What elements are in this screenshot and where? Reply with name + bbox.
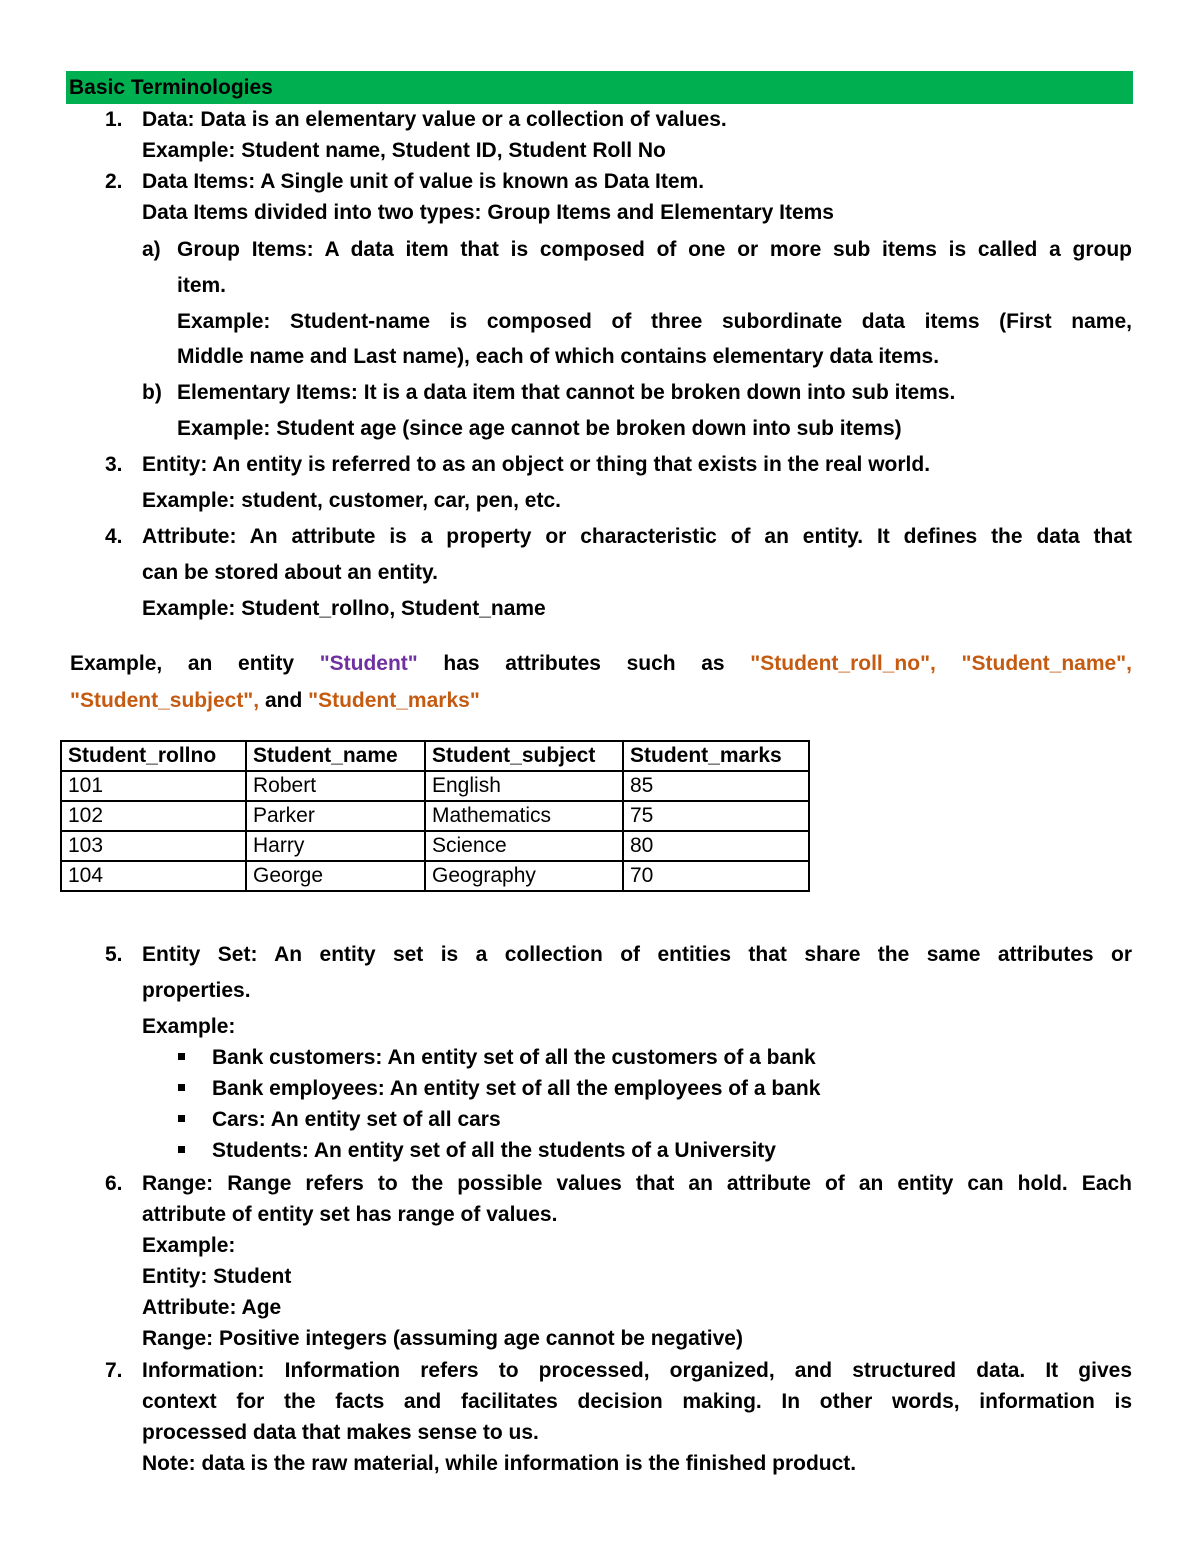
item-5-number: 5. — [105, 943, 123, 966]
table-cell: 102 — [61, 801, 246, 831]
table-header-cell: Student_subject — [425, 741, 623, 771]
example-paragraph-line-1 — [70, 651, 1132, 677]
attribute-name-subject: "Student_subject", — [70, 689, 260, 712]
item-4-line-1: Attribute: An attribute is a property or characteristic of an entity. It defines the data that — [142, 525, 1132, 548]
item-2a-line-2: item. — [177, 274, 227, 297]
item-4-line-3: Example: Student_rollno, Student_name — [142, 597, 546, 620]
table-header-cell: Student_marks — [623, 741, 809, 771]
item-2b-line-1: Elementary Items: It is a data item that cannot be broken down into sub items. — [177, 381, 956, 404]
table-cell: 70 — [623, 861, 809, 891]
attribute-name-marks: "Student_marks" — [308, 689, 480, 712]
item-1-line-2: Example: Student name, Student ID, Student Roll No — [142, 139, 666, 162]
item-3-line-2: Example: student, customer, car, pen, etc. — [142, 489, 561, 512]
example-text-2: has attributes such as — [443, 652, 725, 675]
item-6-line-2: attribute of entity set has range of values. — [142, 1203, 558, 1226]
item-3-line-1: Entity: An entity is referred to as an object or thing that exists in the real world. — [142, 453, 931, 476]
item-2b-line-2: Example: Student age (since age cannot be broken down into sub items) — [177, 417, 902, 440]
item-7-number: 7. — [105, 1359, 123, 1382]
item-4-line-2: can be stored about an entity. — [142, 561, 438, 584]
table-cell: 80 — [623, 831, 809, 861]
item-2a-line-3: Example: Student-name is composed of three subordinate data items (First name, — [177, 310, 1132, 333]
item-6-line-3: Example: — [142, 1234, 236, 1257]
table-cell: 104 — [61, 861, 246, 891]
table-header-row — [61, 741, 809, 771]
item-6-line-1: Range: Range refers to the possible values that an attribute of an entity can hold. Each — [142, 1172, 1132, 1195]
item-7-line-2: context for the facts and facilitates decision making. In other words, information is — [142, 1390, 1132, 1413]
item-5-line-2: properties. — [142, 979, 251, 1002]
table-cell: Geography — [425, 861, 623, 891]
item-2-line-1: Data Items: A Single unit of value is known as Data Item. — [142, 170, 705, 193]
table-row — [61, 771, 809, 801]
table-cell: English — [425, 771, 623, 801]
attribute-name-rollno: "Student_roll_no", — [750, 652, 936, 675]
example-text-1: Example, an entity — [70, 652, 295, 675]
item-7-line-3: processed data that makes sense to us. — [142, 1421, 539, 1444]
example-paragraph-line-2 — [70, 688, 480, 714]
table-cell: 103 — [61, 831, 246, 861]
item-6-line-6: Range: Positive integers (assuming age cannot be negative) — [142, 1327, 743, 1350]
item-5-line-1: Entity Set: An entity set is a collection of entities that share the same attributes or — [142, 943, 1132, 966]
section-heading: Basic Terminologies — [66, 71, 1133, 104]
table-cell: 85 — [623, 771, 809, 801]
item-2a-line-4: Middle name and Last name), each of which contains elementary data items. — [177, 345, 940, 368]
list-item: Cars: An entity set of all cars — [212, 1108, 501, 1131]
bullet-square-icon — [178, 1146, 185, 1153]
item-1-number: 1. — [105, 108, 123, 131]
item-2b-label: b) — [142, 381, 162, 404]
item-7-line-1: Information: Information refers to processed, organized, and structured data. It gives — [142, 1359, 1132, 1382]
item-4-number: 4. — [105, 525, 123, 548]
table-cell: Harry — [246, 831, 425, 861]
table-header-cell: Student_name — [246, 741, 425, 771]
table-cell: Mathematics — [425, 801, 623, 831]
table-cell: Robert — [246, 771, 425, 801]
item-2-number: 2. — [105, 170, 123, 193]
item-1-line-1: Data: Data is an elementary value or a collection of values. — [142, 108, 727, 131]
table-row — [61, 861, 809, 891]
item-7-line-4: Note: data is the raw material, while information is the finished product. — [142, 1452, 857, 1475]
table-row — [61, 831, 809, 861]
bullet-square-icon — [178, 1053, 185, 1060]
item-3-number: 3. — [105, 453, 123, 476]
item-6-number: 6. — [105, 1172, 123, 1195]
list-item: Bank customers: An entity set of all the customers of a bank — [212, 1046, 816, 1069]
item-2-line-2: Data Items divided into two types: Group Items and Elementary Items — [142, 201, 834, 224]
table-cell: Parker — [246, 801, 425, 831]
table-cell: George — [246, 861, 425, 891]
table-cell: Science — [425, 831, 623, 861]
bullet-square-icon — [178, 1084, 185, 1091]
entity-name-student: "Student" — [319, 652, 418, 675]
list-item: Students: An entity set of all the students of a University — [212, 1139, 776, 1162]
table-row — [61, 801, 809, 831]
list-item: Bank employees: An entity set of all the employees of a bank — [212, 1077, 821, 1100]
table-cell: 101 — [61, 771, 246, 801]
table-cell: 75 — [623, 801, 809, 831]
item-5-line-3: Example: — [142, 1015, 236, 1038]
item-2a-line-1: Group Items: A data item that is composed of one or more sub items is called a group — [177, 238, 1132, 261]
example-text-3: and — [264, 689, 303, 712]
table-header-cell: Student_rollno — [61, 741, 246, 771]
bullet-square-icon — [178, 1115, 185, 1122]
item-6-line-5: Attribute: Age — [142, 1296, 282, 1319]
student-table — [60, 740, 810, 892]
item-2a-label: a) — [142, 238, 161, 261]
attribute-name-name: "Student_name", — [961, 652, 1132, 675]
item-6-line-4: Entity: Student — [142, 1265, 292, 1288]
